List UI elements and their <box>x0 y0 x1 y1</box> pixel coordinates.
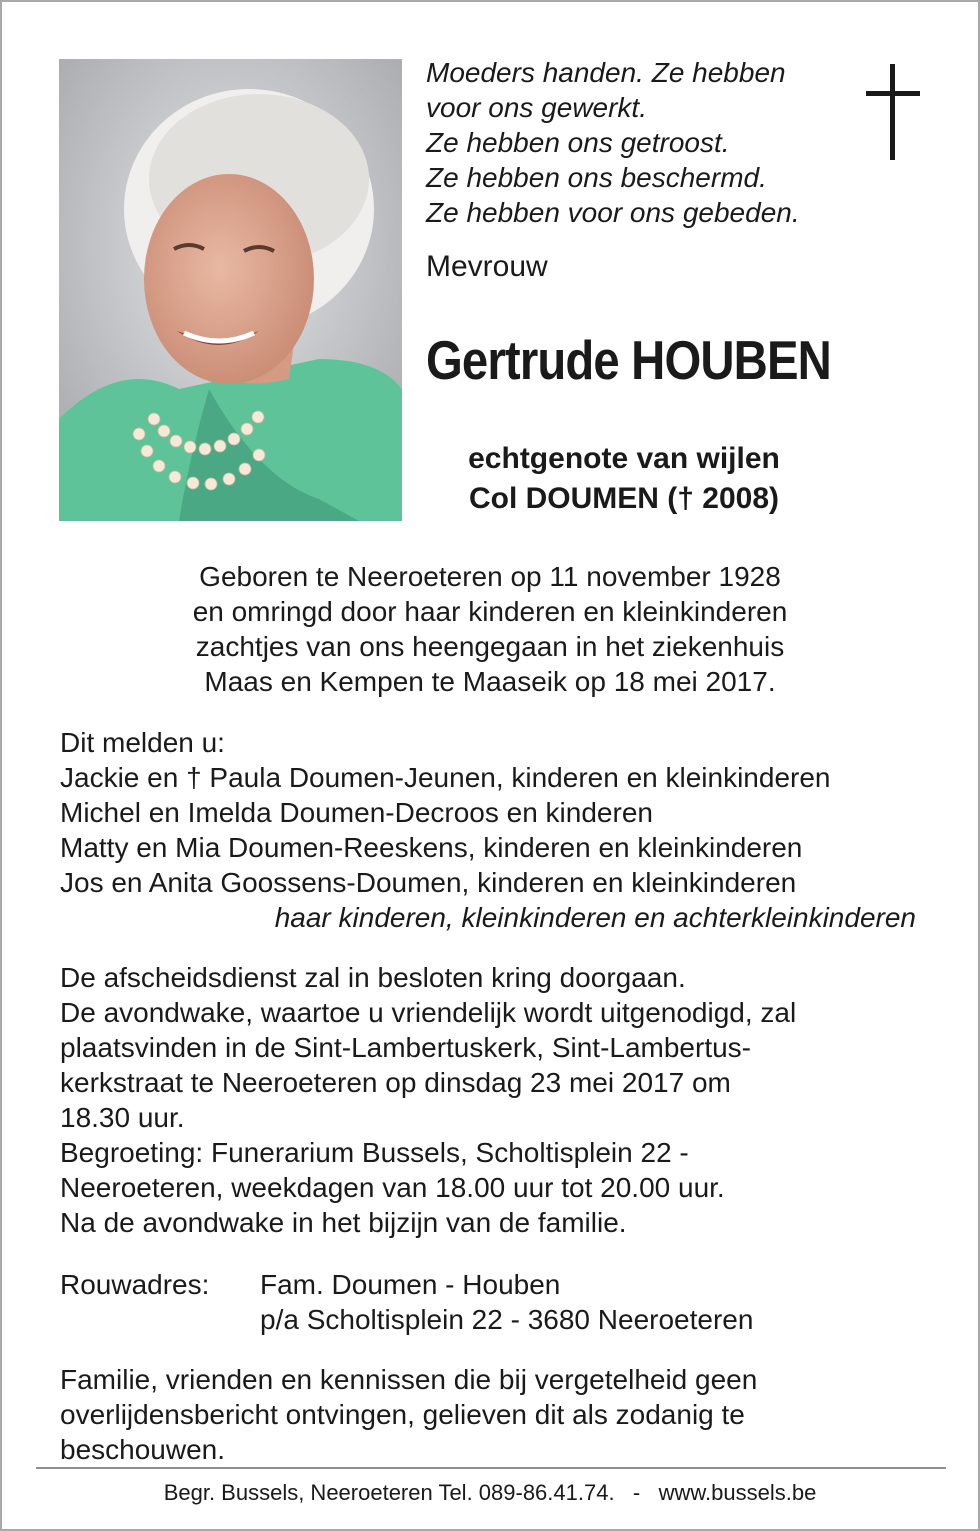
service-line: De afscheidsdienst zal in besloten kring doorgaan. <box>60 962 686 993</box>
address-line: p/a Scholtisplein 22 - 3680 Neeroeteren <box>260 1304 754 1335</box>
address-label: Rouwadres: <box>60 1269 210 1300</box>
footer-divider <box>36 1467 946 1469</box>
service-line: Na de avondwake in het bijzijn van de familie. <box>60 1207 627 1238</box>
spouse-info <box>374 439 874 519</box>
cross-icon <box>864 64 924 162</box>
poem-line: Ze hebben ons getroost. <box>426 127 730 158</box>
announcement-intro: Dit melden u: <box>60 727 225 758</box>
poem-line: Ze hebben ons beschermd. <box>426 162 767 193</box>
service-line: Neeroeteren, weekdagen van 18.00 uur tot 20.00 uur. <box>60 1172 725 1203</box>
footer-contact: Begr. Bussels, Neeroeteren Tel. 089-86.41.74. - www.bussels.be <box>163 1480 817 1505</box>
family-note-line: overlijdensbericht ontvingen, gelieven dit als zodanig te <box>60 1399 745 1430</box>
honorific: Mevrouw <box>426 250 548 283</box>
service-line: plaatsvinden in de Sint-Lambertuskerk, Sint-Lambertus- <box>60 1032 752 1063</box>
birth-line: zachtjes van ons heengegaan in het ziekenhuis <box>195 631 785 662</box>
family-line: Michel en Imelda Doumen-Decroos en kinderen <box>60 797 653 828</box>
birth-death-info <box>2 559 978 699</box>
poem-line: Ze hebben voor ons gebeden. <box>426 197 800 228</box>
family-note <box>60 1362 940 1467</box>
announcement <box>60 725 940 935</box>
spouse-line: echtgenote van wijlen <box>468 442 780 475</box>
address-lines <box>260 1267 753 1337</box>
spouse-line: Col DOUMEN († 2008) <box>468 482 780 515</box>
birth-line: Geboren te Neeroeteren op 11 november 1928 <box>199 561 781 592</box>
birth-line: Maas en Kempen te Maaseik op 18 mei 2017. <box>204 666 776 697</box>
family-line: Matty en Mia Doumen-Reeskens, kinderen en kleinkinderen <box>60 832 803 863</box>
poem-line: voor ons gewerkt. <box>426 92 647 123</box>
family-line: Jackie en † Paula Doumen-Jeunen, kinderen en kleinkinderen <box>60 762 831 793</box>
deceased-name: Gertrude HOUBEN <box>426 329 831 391</box>
family-note-line: beschouwen. <box>60 1434 226 1465</box>
poem-line: Moeders handen. Ze hebben <box>426 57 786 88</box>
family-note-line: Familie, vrienden en kennissen die bij vergetelheid geen <box>60 1364 758 1395</box>
poem <box>426 55 866 230</box>
birth-line: en omringd door haar kinderen en kleinkinderen <box>192 596 788 627</box>
address-line: Fam. Doumen - Houben <box>260 1269 561 1300</box>
service-line: kerkstraat te Neeroeteren op dinsdag 23 mei 2017 om <box>60 1067 731 1098</box>
portrait-photo <box>59 59 402 521</box>
service-info <box>60 960 940 1240</box>
service-line: 18.30 uur. <box>60 1102 185 1133</box>
announcement-closing: haar kinderen, kleinkinderen en achterkleinkinderen <box>274 902 916 933</box>
service-line: De avondwake, waartoe u vriendelijk wordt uitgenodigd, zal <box>60 997 797 1028</box>
family-line: Jos en Anita Goossens-Doumen, kinderen en kleinkinderen <box>60 867 797 898</box>
service-line: Begroeting: Funerarium Bussels, Scholtisplein 22 - <box>60 1137 689 1168</box>
